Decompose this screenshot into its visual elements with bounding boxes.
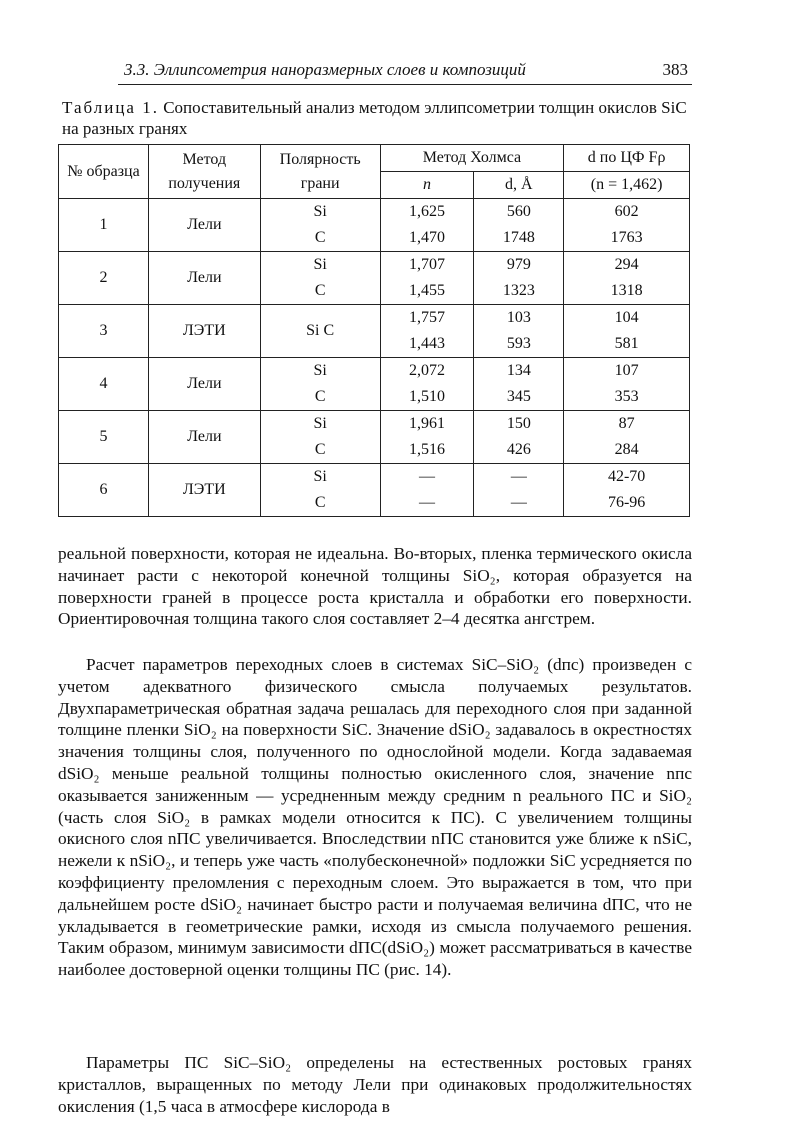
- face-cell: C: [260, 490, 380, 517]
- running-header: [118, 58, 692, 85]
- method-cell: ЛЭТИ: [148, 305, 260, 358]
- tsf-cell: 87: [564, 411, 690, 438]
- d-cell: 134: [474, 358, 564, 385]
- header-n: n: [380, 172, 474, 199]
- sample-number: 3: [59, 305, 149, 358]
- d-cell: —: [474, 490, 564, 517]
- header-polarity: Полярность грани: [260, 145, 380, 199]
- d-cell: 1748: [474, 225, 564, 252]
- body-paragraph-2: [58, 654, 692, 981]
- n-cell: 1,625: [380, 199, 474, 226]
- paragraph-text: Расчет параметров переходных слоев в системах SiC–SiO₂ (dпс) произведен с учетом адекватного физического смысла получаемых результатов. Двухпараметрическая обратная задача решалась для переходного слоя при заданной толщине пленки SiO₂ на поверхности SiC. Значение dSiO₂ задавалось в окрестностях значения толщины слоя, полученного по однослойной модели. Когда задаваемая dSiO₂ меньше реальной толщины полностью окисленного слоя, значение nпс оказывается заниженным — усредненным между средним n реального ПС и SiO₂ (часть слоя SiO₂ в рамках модели относится к ПС). С увеличением толщины окисного слоя nПС увеличивается. Впоследствии nПС становится уже ближе к nSiC, нежели к nSiO₂, и теперь уже часть «полубесконечной» подложки SiC усредняется по коэффициенту преломления с переходным слоем. Это выражается в том, что при дальнейшем росте dSiO₂ начинает быстро расти и получаемая величина dПС, что не укладывается в геометрические рамки, исходя из смысла получаемого решения. Таким образом, минимум зависимости dПС(dSiO₂) может рассматриваться в качестве наиболее достоверной оценки толщины ПС (рис. 14).: [58, 655, 692, 980]
- sample-number: 5: [59, 411, 149, 464]
- table-row: [59, 411, 690, 438]
- d-cell: 150: [474, 411, 564, 438]
- table-row: [59, 464, 690, 491]
- paragraph-text: Параметры ПС SiC–SiO₂ определены на естественных ростовых гранях кристаллов, выращенных по методу Лели при одинаковых продолжительностях окисления (1,5 часа в атмосфере кислорода в: [58, 1053, 692, 1116]
- body-paragraph-1: [58, 543, 692, 630]
- header-tsf: d по ЦФ Fρ: [564, 145, 690, 172]
- table-body: [59, 199, 690, 517]
- face-cell: Si: [260, 411, 380, 438]
- page-number: 383: [662, 60, 688, 79]
- d-cell: 1323: [474, 278, 564, 305]
- face-cell: C: [260, 225, 380, 252]
- paragraph-text: реальной поверхности, которая не идеальна. Во-вторых, пленка термического окисла начинает расти с некоторой конечной толщины SiO₂, которая образуется на поверхности граней в процессе роста кристалла и обработки его поверхности. Ориентировочная толщина такого слоя составляет 2–4 десятка ангстрем.: [58, 544, 692, 629]
- d-cell: 103: [474, 305, 564, 332]
- method-cell: Лели: [148, 411, 260, 464]
- sample-number: 2: [59, 252, 149, 305]
- tsf-cell: 104: [564, 305, 690, 332]
- table-row: [59, 305, 690, 332]
- table-label: Таблица 1.: [62, 98, 159, 117]
- n-cell: 1,757: [380, 305, 474, 332]
- table-row: [59, 358, 690, 385]
- running-title: 3.3. Эллипсометрия наноразмерных слоев и композиций: [124, 60, 526, 79]
- header-sample: № образца: [59, 145, 149, 199]
- sample-number: 6: [59, 464, 149, 517]
- d-cell: 345: [474, 384, 564, 411]
- face-cell: Si: [260, 358, 380, 385]
- n-cell: 1,455: [380, 278, 474, 305]
- table-caption-text: Сопоставительный анализ методом эллипсометрии толщин окислов SiC на разных гранях: [62, 98, 687, 138]
- table-caption: [62, 97, 696, 139]
- sample-number: 1: [59, 199, 149, 252]
- tsf-cell: 1763: [564, 225, 690, 252]
- comparison-table: [58, 144, 690, 517]
- method-cell: ЛЭТИ: [148, 464, 260, 517]
- tsf-cell: 294: [564, 252, 690, 279]
- tsf-cell: 42-70: [564, 464, 690, 491]
- method-cell: Лели: [148, 199, 260, 252]
- header-tsf-sub: (n = 1,462): [564, 172, 690, 199]
- face-cell: Si C: [260, 305, 380, 358]
- d-cell: 593: [474, 331, 564, 358]
- n-cell: —: [380, 464, 474, 491]
- face-cell: C: [260, 384, 380, 411]
- n-cell: 1,516: [380, 437, 474, 464]
- face-cell: Si: [260, 464, 380, 491]
- tsf-cell: 1318: [564, 278, 690, 305]
- n-cell: 1,470: [380, 225, 474, 252]
- header-holmes: Метод Холмса: [380, 145, 564, 172]
- sample-number: 4: [59, 358, 149, 411]
- d-cell: —: [474, 464, 564, 491]
- n-cell: —: [380, 490, 474, 517]
- d-cell: 426: [474, 437, 564, 464]
- header-method: Метод получения: [148, 145, 260, 199]
- face-cell: C: [260, 437, 380, 464]
- tsf-cell: 107: [564, 358, 690, 385]
- n-cell: 1,443: [380, 331, 474, 358]
- table-row: [59, 252, 690, 279]
- face-cell: Si: [260, 199, 380, 226]
- d-cell: 979: [474, 252, 564, 279]
- face-cell: Si: [260, 252, 380, 279]
- tsf-cell: 581: [564, 331, 690, 358]
- face-cell: C: [260, 278, 380, 305]
- tsf-cell: 76-96: [564, 490, 690, 517]
- n-cell: 1,961: [380, 411, 474, 438]
- tsf-cell: 602: [564, 199, 690, 226]
- body-paragraph-3: [58, 1052, 692, 1117]
- header-d: d, Å: [474, 172, 564, 199]
- d-cell: 560: [474, 199, 564, 226]
- n-cell: 1,510: [380, 384, 474, 411]
- method-cell: Лели: [148, 252, 260, 305]
- n-cell: 1,707: [380, 252, 474, 279]
- tsf-cell: 353: [564, 384, 690, 411]
- method-cell: Лели: [148, 358, 260, 411]
- tsf-cell: 284: [564, 437, 690, 464]
- table-row: [59, 199, 690, 226]
- n-cell: 2,072: [380, 358, 474, 385]
